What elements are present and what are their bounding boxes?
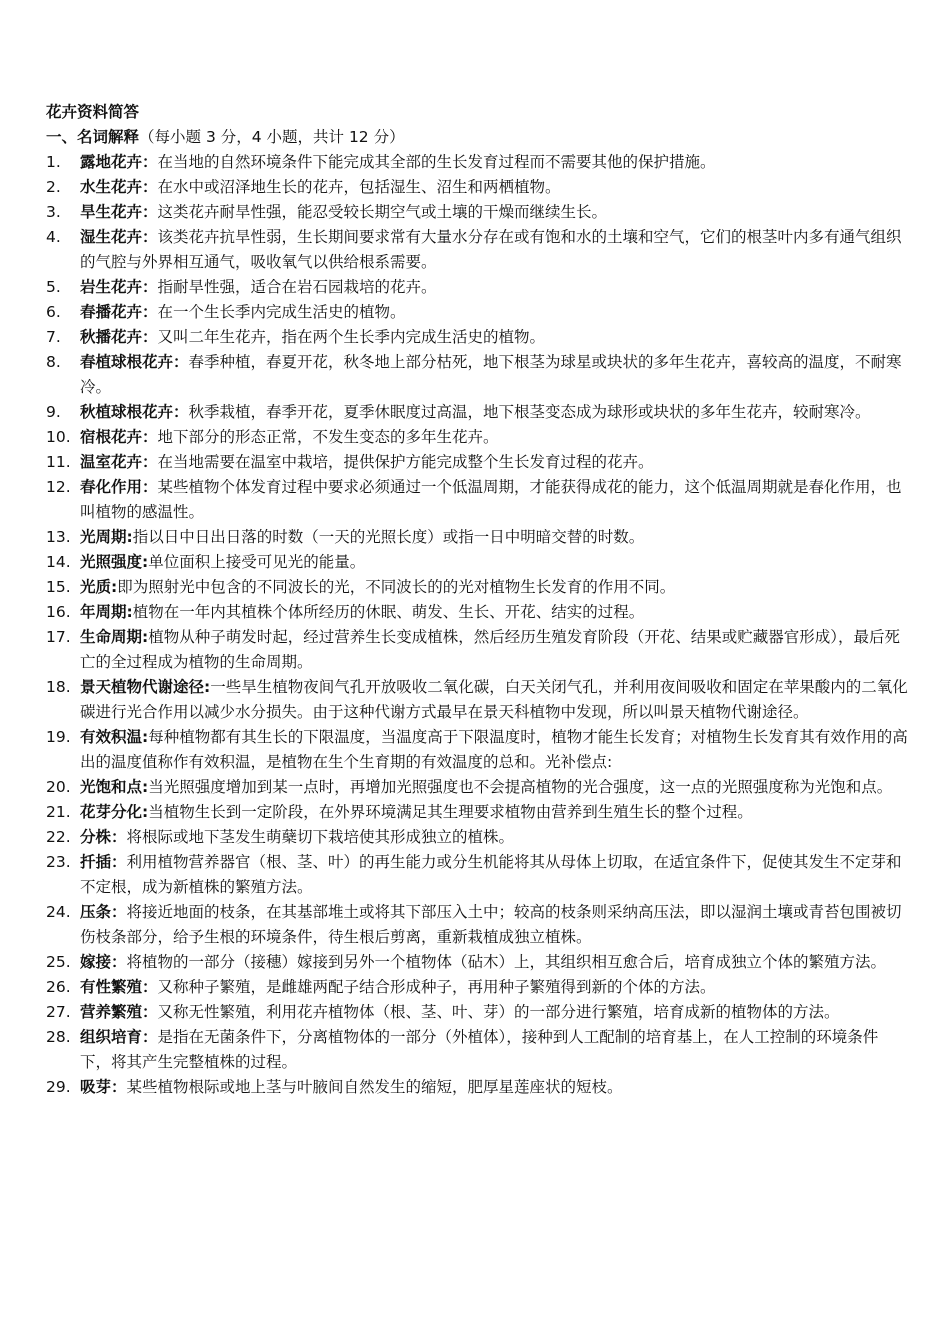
term-separator: ： — [142, 153, 158, 171]
list-item — [46, 625, 908, 675]
list-item — [46, 325, 908, 350]
term-name: 水生花卉 — [80, 178, 143, 196]
document-title: 花卉资料简答 — [46, 103, 140, 121]
term-number: 17. — [46, 628, 71, 646]
list-item — [46, 975, 908, 1000]
list-item — [46, 475, 908, 525]
term-separator: : — [111, 578, 118, 596]
term-name: 有效积温 — [80, 728, 143, 746]
term-separator: ： — [142, 278, 158, 296]
term-separator: ： — [142, 228, 158, 246]
term-definition: 地下部分的形态正常，不发生变态的多年生花卉。 — [157, 428, 499, 446]
list-item — [46, 825, 908, 850]
list-item — [46, 1075, 908, 1100]
term-number: 20. — [46, 778, 71, 796]
term-list — [46, 150, 908, 1100]
term-name: 秋播花卉 — [80, 328, 143, 346]
term-separator: ： — [142, 478, 158, 496]
term-name: 露地花卉 — [80, 153, 143, 171]
term-definition: 在当地的自然环境条件下能完成其全部的生长发育过程而不需要其他的保护措施。 — [157, 153, 716, 171]
term-number: 21. — [46, 803, 71, 821]
term-name: 景天植物代谢途径 — [80, 678, 205, 696]
term-definition: 又称无性繁殖，利用花卉植物体（根、茎、叶、芽）的一部分进行繁殖，培育成新的植物体的方法。 — [157, 1003, 840, 1021]
term-definition: 植物从种子萌发时起，经过营养生长变成植株，然后经历生殖发育阶段（开花、结果或贮藏器官形成），最后死亡的全过程成为植物的生命周期。 — [80, 628, 900, 671]
term-name: 秋植球根花卉 — [80, 403, 174, 421]
term-separator: ： — [111, 828, 127, 846]
term-separator: ： — [142, 453, 158, 471]
term-definition: 某些植物个体发育过程中要求必须通过一个低温周期，才能获得成花的能力，这个低温周期就是春化作用，也叫植物的感温性。 — [80, 478, 902, 521]
list-item — [46, 350, 908, 400]
term-definition: 在当地需要在温室中栽培，提供保护方能完成整个生长发育过程的花卉。 — [157, 453, 654, 471]
term-definition: 植物在一年内其植株个体所经历的休眠、萌发、生长、开花、结实的过程。 — [132, 603, 645, 621]
term-separator: ： — [142, 328, 158, 346]
term-separator: ： — [142, 203, 158, 221]
term-name: 有性繁殖 — [80, 978, 143, 996]
term-number: 2. — [46, 178, 61, 196]
list-item — [46, 425, 908, 450]
term-definition: 春季种植，春夏开花，秋冬地上部分枯死，地下根茎为球星或块状的多年生花卉，喜较高的温度，不耐寒冷。 — [80, 353, 902, 396]
term-separator: ： — [142, 178, 158, 196]
term-name: 光质 — [80, 578, 112, 596]
term-name: 光饱和点 — [80, 778, 143, 796]
list-item — [46, 175, 908, 200]
term-definition: 又称种子繁殖，是雌雄两配子结合形成种子，再用种子繁殖得到新的个体的方法。 — [157, 978, 716, 996]
list-item — [46, 300, 908, 325]
term-number: 22. — [46, 828, 71, 846]
term-number: 6. — [46, 303, 61, 321]
term-number: 28. — [46, 1028, 71, 1046]
term-number: 19. — [46, 728, 71, 746]
list-item — [46, 900, 908, 950]
list-item — [46, 950, 908, 975]
list-item — [46, 725, 908, 775]
term-definition: 利用植物营养器官（根、茎、叶）的再生能力或分生机能将其从母体上切取，在适宜条件下，促使其发生不定芽和不定根，成为新植株的繁殖方法。 — [80, 853, 902, 896]
term-definition: 指以日中日出日落的时数（一天的光照长度）或指一日中明暗交替的时数。 — [132, 528, 645, 546]
term-definition: 这类花卉耐旱性强，能忍受较长期空气或土壤的干燥而继续生长。 — [157, 203, 608, 221]
term-separator: ： — [142, 428, 158, 446]
term-definition: 将根际或地下茎发生萌蘖切下栽培使其形成独立的植株。 — [126, 828, 515, 846]
term-separator: ： — [111, 953, 127, 971]
term-definition: 每种植物都有其生长的下限温度，当温度高于下限温度时，植物才能生长发育；对植物生长发育其有效作用的高出的温度值称作有效积温，是植物在生个生育期的有效温度的总和。光补偿点: — [80, 728, 908, 771]
list-item — [46, 400, 908, 425]
term-separator: ： — [111, 853, 127, 871]
list-item — [46, 275, 908, 300]
term-number: 25. — [46, 953, 71, 971]
list-item — [46, 775, 908, 800]
term-name: 春播花卉 — [80, 303, 143, 321]
term-name: 宿根花卉 — [80, 428, 143, 446]
term-separator: : — [142, 728, 149, 746]
term-number: 11. — [46, 453, 71, 471]
term-name: 岩生花卉 — [80, 278, 143, 296]
term-separator: : — [142, 553, 149, 571]
term-separator: : — [126, 603, 133, 621]
term-definition: 秋季栽植，春季开花，夏季休眠度过高温，地下根茎变态成为球形或块状的多年生花卉，较耐寒冷。 — [188, 403, 871, 421]
list-item — [46, 800, 908, 825]
term-separator: ： — [111, 903, 127, 921]
list-item — [46, 525, 908, 550]
term-separator: : — [142, 778, 149, 796]
term-definition: 又叫二年生花卉，指在两个生长季内完成生活史的植物。 — [157, 328, 546, 346]
term-number: 14. — [46, 553, 71, 571]
term-definition: 当植物生长到一定阶段，在外界环境满足其生理要求植物由营养到生殖生长的整个过程。 — [148, 803, 753, 821]
term-separator: ： — [142, 978, 158, 996]
list-item — [46, 225, 908, 275]
section-heading — [46, 125, 908, 150]
section-heading-label: 一、名词解释 — [46, 128, 140, 146]
term-number: 1. — [46, 153, 61, 171]
term-separator: ： — [173, 403, 189, 421]
list-item — [46, 600, 908, 625]
term-name: 光周期 — [80, 528, 127, 546]
term-name: 年周期 — [80, 603, 127, 621]
term-number: 24. — [46, 903, 71, 921]
term-name: 营养繁殖 — [80, 1003, 143, 1021]
term-definition: 某些植物根际或地上茎与叶腋间自然发生的缩短，肥厚星莲座状的短枝。 — [126, 1078, 623, 1096]
list-item — [46, 1025, 908, 1075]
term-name: 生命周期 — [80, 628, 143, 646]
list-item — [46, 200, 908, 225]
term-name: 花芽分化 — [80, 803, 143, 821]
term-number: 15. — [46, 578, 71, 596]
section-heading-note: （每小题 3 分，4 小题，共计 12 分） — [139, 128, 405, 146]
list-item — [46, 450, 908, 475]
term-name: 组织培育 — [80, 1028, 143, 1046]
term-definition: 当光照强度增加到某一点时，再增加光照强度也不会提高植物的光合强度，这一点的光照强度称为光饱和点。 — [148, 778, 893, 796]
term-separator: : — [126, 528, 133, 546]
term-number: 7. — [46, 328, 61, 346]
term-separator: ： — [173, 353, 189, 371]
term-number: 18. — [46, 678, 71, 696]
list-item — [46, 850, 908, 900]
term-definition: 该类花卉抗旱性弱，生长期间要求常有大量水分存在或有饱和水的土壤和空气，它们的根茎叶内多有通气组织的气腔与外界相互通气，吸收氧气以供给根系需要。 — [80, 228, 902, 271]
term-number: 10. — [46, 428, 71, 446]
term-name: 春植球根花卉 — [80, 353, 174, 371]
list-item — [46, 575, 908, 600]
term-name: 压条 — [80, 903, 112, 921]
term-definition: 在水中或沼泽地生长的花卉，包括湿生、沼生和两栖植物。 — [157, 178, 561, 196]
term-definition: 一些旱生植物夜间气孔开放吸收二氧化碳，白天关闭气孔，并利用夜间吸收和固定在苹果酸内的二氧化碳进行光合作用以减少水分损失。由于这种代谢方式最早在景天科植物中发现，所以叫景天植物代谢途径。 — [80, 678, 908, 721]
list-item — [46, 550, 908, 575]
list-item — [46, 150, 908, 175]
document-page — [46, 100, 908, 1100]
term-number: 27. — [46, 1003, 71, 1021]
term-definition: 将接近地面的枝条，在其基部堆土或将其下部压入土中；较高的枝条则采纳高压法，即以湿润土壤或青苔包围被切伤枝条部分，给予生根的环境条件，待生根后剪离，重新栽植成独立植株。 — [80, 903, 902, 946]
list-item — [46, 675, 908, 725]
term-name: 嫁接 — [80, 953, 112, 971]
term-separator: : — [142, 628, 149, 646]
term-separator: ： — [142, 1003, 158, 1021]
term-separator: : — [142, 803, 149, 821]
term-number: 29. — [46, 1078, 71, 1096]
term-definition: 指耐旱性强，适合在岩石园栽培的花卉。 — [157, 278, 437, 296]
term-name: 分株 — [80, 828, 112, 846]
term-definition: 即为照射光中包含的不同波长的光，不同波长的的光对植物生长发育的作用不同。 — [117, 578, 676, 596]
term-separator: ： — [111, 1078, 127, 1096]
term-number: 13. — [46, 528, 71, 546]
term-number: 5. — [46, 278, 61, 296]
term-name: 扦插 — [80, 853, 112, 871]
term-definition: 是指在无菌条件下，分离植物体的一部分（外植体），接种到人工配制的培育基上，在人工控制的环境条件下，将其产生完整植株的过程。 — [80, 1028, 879, 1071]
term-definition: 在一个生长季内完成生活史的植物。 — [157, 303, 406, 321]
term-number: 12. — [46, 478, 71, 496]
term-number: 3. — [46, 203, 61, 221]
term-name: 温室花卉 — [80, 453, 143, 471]
term-number: 4. — [46, 228, 61, 246]
term-number: 23. — [46, 853, 71, 871]
term-number: 9. — [46, 403, 61, 421]
term-definition: 单位面积上接受可见光的能量。 — [148, 553, 366, 571]
term-name: 光照强度 — [80, 553, 143, 571]
term-name: 湿生花卉 — [80, 228, 143, 246]
list-item — [46, 1000, 908, 1025]
term-separator: ： — [142, 303, 158, 321]
term-separator: : — [204, 678, 211, 696]
term-name: 吸芽 — [80, 1078, 112, 1096]
term-name: 旱生花卉 — [80, 203, 143, 221]
term-number: 8. — [46, 353, 61, 371]
term-definition: 将植物的一部分（接穗）嫁接到另外一个植物体（砧木）上，其组织相互愈合后，培育成独立个体的繁殖方法。 — [126, 953, 887, 971]
term-name: 春化作用 — [80, 478, 143, 496]
term-number: 26. — [46, 978, 71, 996]
term-number: 16. — [46, 603, 71, 621]
term-separator: ： — [142, 1028, 158, 1046]
